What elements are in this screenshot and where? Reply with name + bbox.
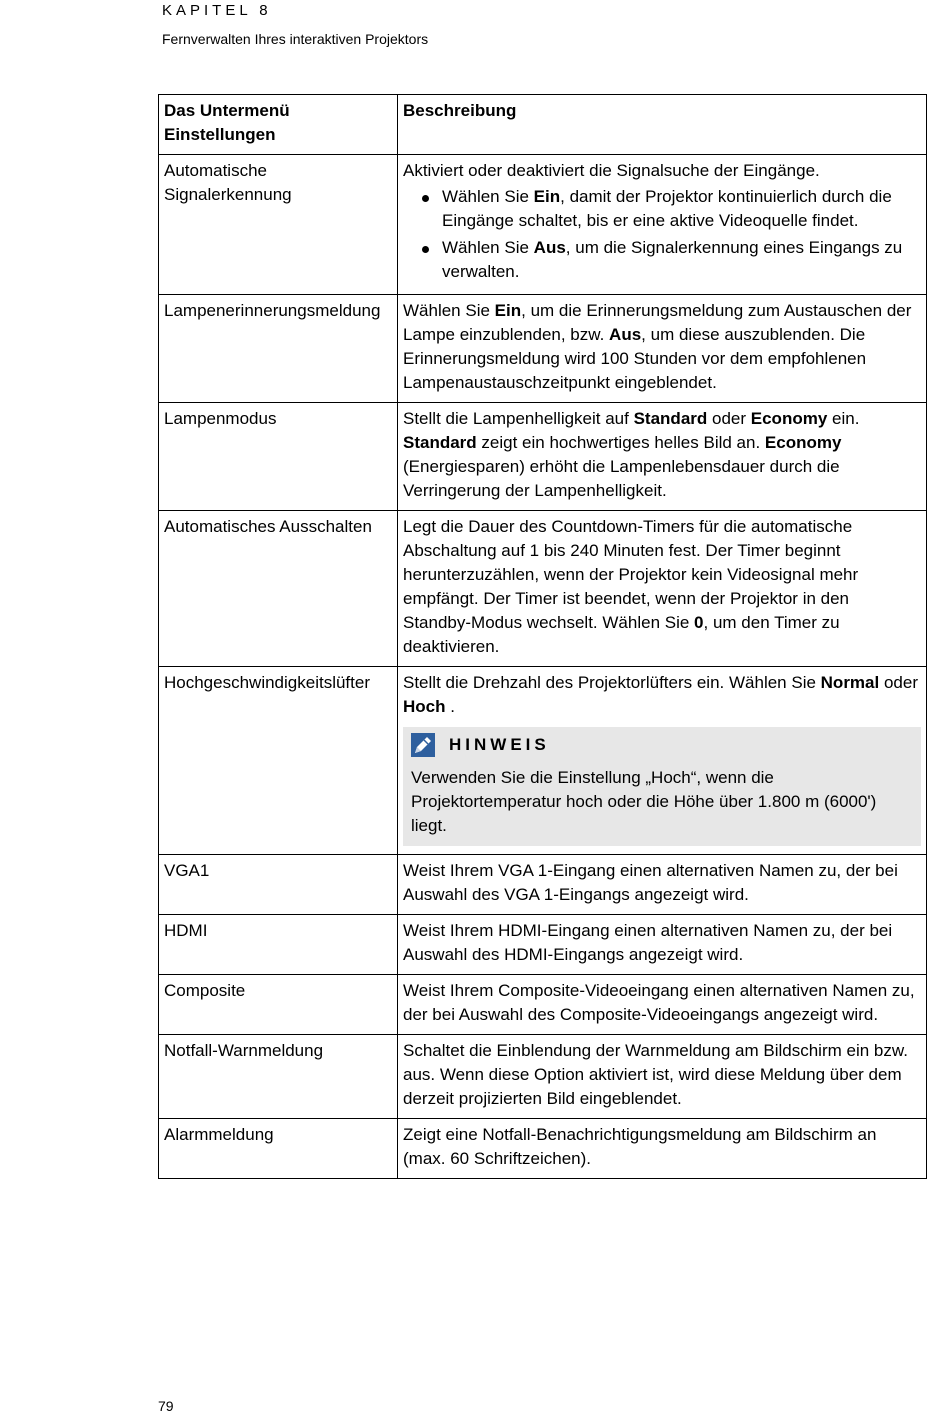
setting-description: Schaltet die Einblendung der Warnmeldung am Bildschirm ein bzw. aus. Wenn diese Option aktiviert ist, wird diese Meldung über dem derzeit projizierten Bild eingeblendet. [398,1035,927,1119]
list-item [442,185,921,233]
table-header-row [159,95,927,155]
setting-name: Lampenmodus [159,403,398,511]
bold-option: Economy [764,433,842,452]
bold-option: Economy [750,409,828,428]
setting-name: Hochgeschwindigkeitslüfter [159,667,398,855]
setting-description [398,295,927,403]
text-span: , um den Timer zu deaktivieren. [403,613,840,656]
note-header [411,733,913,757]
table-row [159,1119,927,1179]
text-span: Wählen Sie [403,301,495,320]
text-span: , um die Signalerkennung eines Eingangs zu verwalten. [442,238,903,281]
setting-description [398,511,927,667]
text-span: , um die Erinnerungsmeldung zum Austauschen der Lampe einzublenden, bzw. [403,301,912,344]
bold-option: Hoch [403,697,446,716]
bold-option: Standard [403,433,477,452]
setting-name: Notfall-Warnmeldung [159,1035,398,1119]
table-row [159,1035,927,1119]
table-row [159,855,927,915]
bold-option: Aus [609,325,642,344]
column-header-submenu: Das Untermenü Einstellungen [159,95,398,155]
bold-option: Ein [533,187,561,206]
table-row [159,667,927,855]
setting-description [398,667,927,855]
note-title: HINWEIS [449,735,550,754]
text-span: Wählen Sie [442,238,534,257]
setting-name: VGA1 [159,855,398,915]
text-span: ein. [827,409,860,428]
text-span: (Energiesparen) erhöht die Lampenlebensdauer durch die Verringerung der Lampenhelligkeit. [403,457,840,500]
list-item [442,236,921,284]
chapter-subtitle: Fernverwalten Ihres interaktiven Projektors [162,31,429,47]
text-span: oder [707,409,751,428]
bullet-list [403,185,921,284]
bold-option: Normal [820,673,880,692]
table-row [159,295,927,403]
table-row [159,915,927,975]
text-span: oder [879,673,918,692]
setting-name: Composite [159,975,398,1035]
setting-name: HDMI [159,915,398,975]
table-row [159,155,927,295]
setting-description: Weist Ihrem HDMI-Eingang einen alternativen Namen zu, der bei Auswahl des HDMI-Eingangs angezeigt wird. [398,915,927,975]
setting-description [398,155,927,295]
column-header-description: Beschreibung [398,95,927,155]
page-number: 79 [158,1398,174,1414]
text-span: zeigt ein hochwertiges helles Bild an. [476,433,765,452]
setting-description: Zeigt eine Notfall-Benachrichtigungsmeldung am Bildschirm an (max. 60 Schriftzeichen). [398,1119,927,1179]
text-span: . [445,697,455,716]
note-text: Verwenden Sie die Einstellung „Hoch“, wenn die Projektortemperatur hoch oder die Höhe über 1.800 m (6000') liegt. [411,768,877,835]
text-span: Legt die Dauer des Countdown-Timers für die automatische Abschaltung auf 1 bis 240 Minuten fest. Der Timer beginnt herunterzuzählen, wenn der Projektor kein Videosignal mehr empfängt. Der Timer ist beendet, wenn der Projektor in den Standby-Modus wechselt. Wählen Sie [403,517,859,632]
bold-option: Ein [494,301,522,320]
text-span: Stellt die Drehzahl des Projektorlüfters ein. Wählen Sie [403,673,821,692]
settings-table [158,94,927,1179]
table-row [159,975,927,1035]
description-intro: Aktiviert oder deaktiviert die Signalsuche der Eingänge. [403,161,820,180]
bold-option: Standard [633,409,708,428]
description-text [403,671,921,719]
setting-name: Alarmmeldung [159,1119,398,1179]
note-box [403,727,921,846]
pencil-note-icon [411,733,435,757]
setting-description [398,403,927,511]
setting-description: Weist Ihrem Composite-Videoeingang einen alternativen Namen zu, der bei Auswahl des Composite-Videoeingangs angezeigt wird. [398,975,927,1035]
setting-description: Weist Ihrem VGA 1-Eingang einen alternativen Namen zu, der bei Auswahl des VGA 1-Eingangs angezeigt wird. [398,855,927,915]
text-span: , damit der Projektor kontinuierlich durch die Eingänge schaltet, bis er eine aktive Videoquelle findet. [442,187,892,230]
table-row [159,403,927,511]
table-row [159,511,927,667]
text-span: Stellt die Lampenhelligkeit auf [403,409,634,428]
chapter-label: KAPITEL 8 [162,2,272,19]
setting-name: Automatisches Ausschalten [159,511,398,667]
text-span: , um diese auszublenden. Die Erinnerungsmeldung wird 100 Stunden vor dem empfohlenen Lampenaustauschzeitpunkt eingeblendet. [403,325,867,392]
bold-option: 0 [694,613,704,632]
setting-name: Automatische Signalerkennung [159,155,398,295]
bold-option: Aus [533,238,566,257]
text-span: Wählen Sie [442,187,534,206]
setting-name: Lampenerinnerungsmeldung [159,295,398,403]
